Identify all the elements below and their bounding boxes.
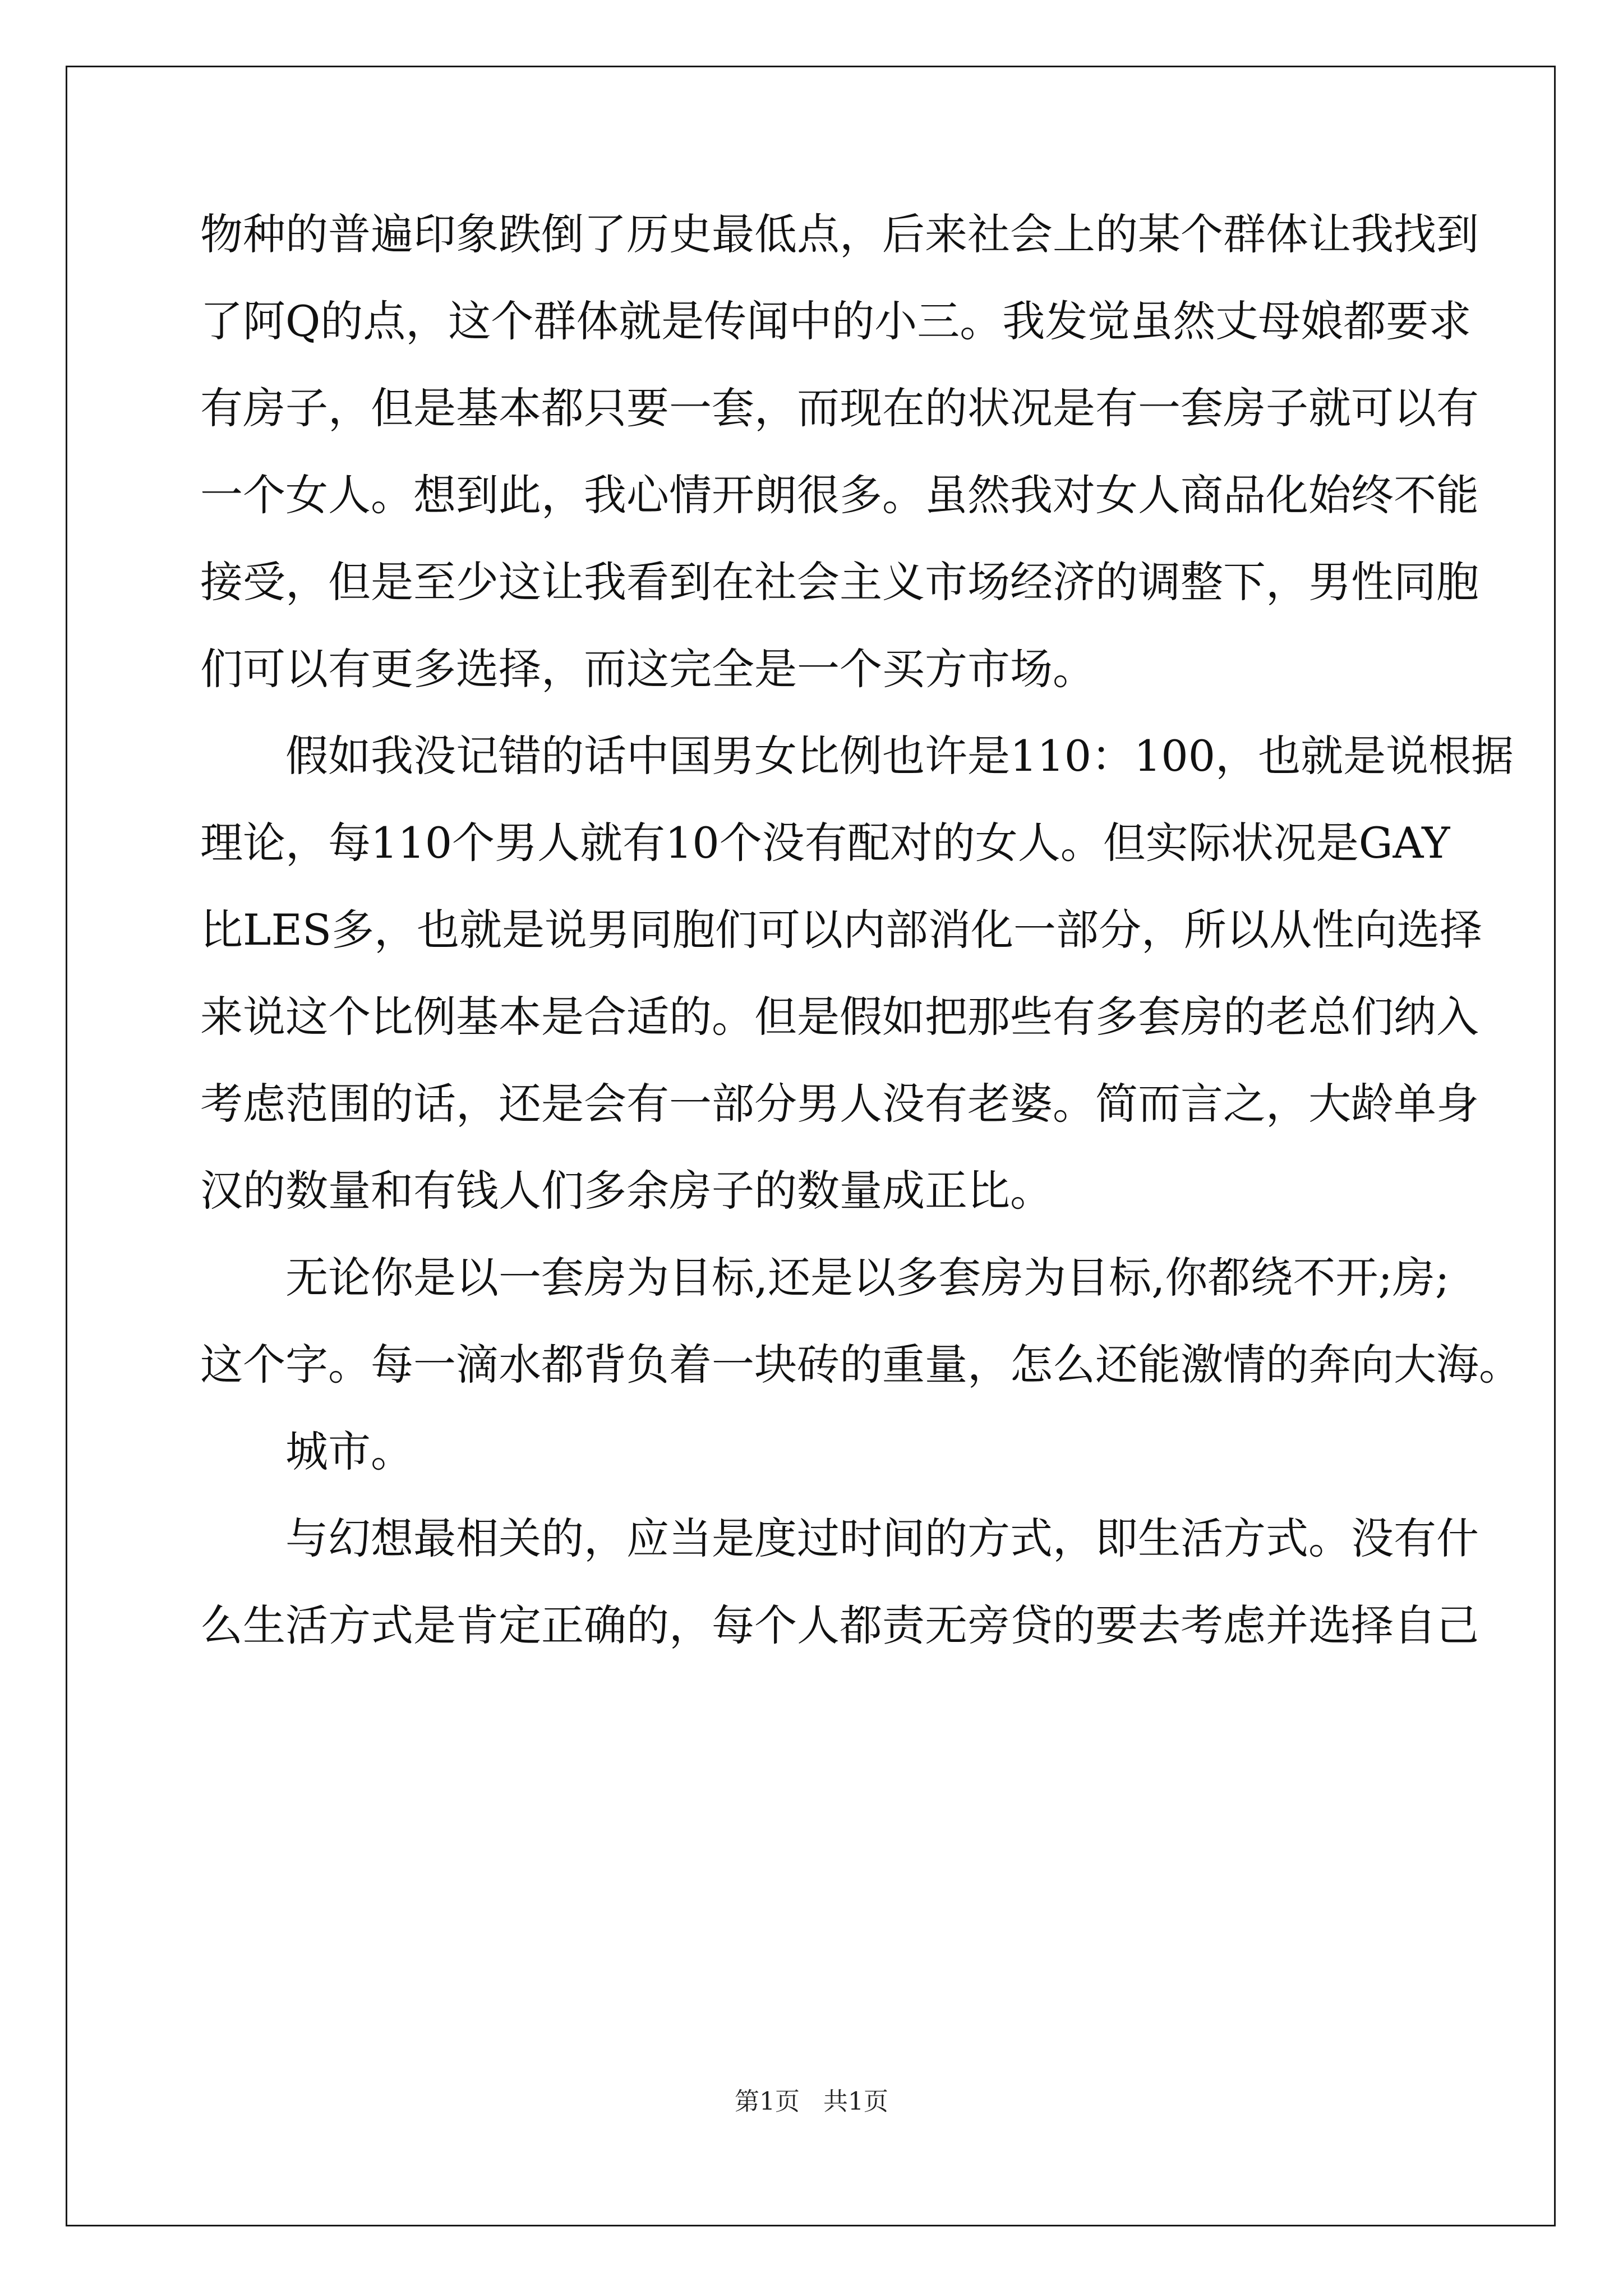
document-body bbox=[200, 191, 1521, 1669]
text-line: 们可以有更多选择，而这完全是一个买方市场。 bbox=[200, 644, 1095, 694]
text-line: 这个字。每一滴水都背负着一块砖的重量，怎么还能激情的奔向大海。 bbox=[200, 1340, 1521, 1389]
text-line: 假如我没记错的话中国男女比例也许是110：100，也就是说根据 bbox=[285, 731, 1514, 781]
text-line: 来说这个比例基本是合适的。但是假如把那些有多套房的老总们纳入 bbox=[200, 992, 1479, 1042]
text-line: 么生活方式是肯定正确的，每个人都责无旁贷的要去考虑并选择自己 bbox=[200, 1600, 1479, 1650]
text-line: 汉的数量和有钱人们多余房子的数量成正比。 bbox=[200, 1166, 1053, 1216]
text-line: 与幻想最相关的，应当是度过时间的方式，即生活方式。没有什 bbox=[285, 1513, 1479, 1563]
text-line: 比LES多，也就是说男同胞们可以内部消化一部分，所以从性向选择 bbox=[200, 905, 1483, 955]
text-line: 无论你是以一套房为目标,还是以多套房为目标,你都绕不开;房; bbox=[285, 1253, 1450, 1303]
text-line: 了阿Q的点，这个群体就是传闻中的小三。我发觉虽然丈母娘都要求 bbox=[200, 296, 1472, 346]
text-line: 考虑范围的话，还是会有一部分男人没有老婆。简而言之，大龄单身 bbox=[200, 1079, 1479, 1129]
text-line: 物种的普遍印象跌倒了历史最低点，后来社会上的某个群体让我找到 bbox=[200, 209, 1479, 259]
text-line: 有房子，但是基本都只要一套，而现在的状况是有一套房子就可以有 bbox=[200, 383, 1479, 433]
text-line: 理论，每110个男人就有10个没有配对的女人。但实际状况是GAY bbox=[200, 818, 1450, 868]
page-footer: 第1页 共1页 bbox=[735, 2087, 888, 2116]
text-line: 城市。 bbox=[285, 1427, 413, 1476]
text-line: 接受，但是至少这让我看到在社会主义市场经济的调整下，男性同胞 bbox=[200, 557, 1479, 607]
text-line: 一个女人。想到此，我心情开朗很多。虽然我对女人商品化始终不能 bbox=[200, 470, 1479, 520]
